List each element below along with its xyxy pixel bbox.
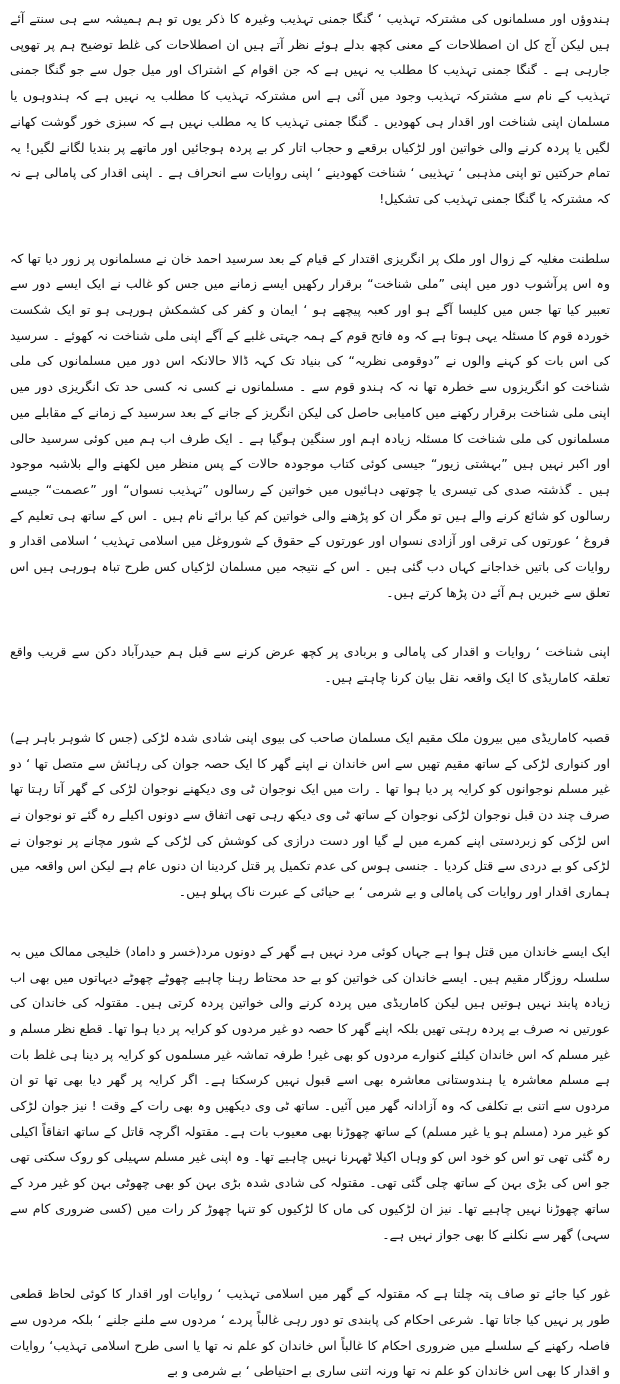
paragraph-5: ایک ایسے خاندان میں قتل ہوا ہے جہاں کوئی مرد نہیں ہے گھر کے دونوں مرد(خسر و داماد) خلیجی ممالک میں بہ سلسلہ روزگار مقیم ہیں۔ ایسے خاندان کی خواتین کو بے حد محتاط رہنا چاہیے چھوٹے چھوٹے دیہاتوں میں بھی اب زیادہ پابند نہیں ہوتیں ہیں لیکن کاماریڈی میں پردہ کرنے والی خواتین پردہ کرتی ہیں۔ مقتولہ کی خاندان کی عورتیں نہ صرف بے پردہ رہتی تھیں بلکہ اپنے گھر کا حصہ دو غیر مردوں کو کرایہ پر دیا ہوا تھا۔ قطع نظر مسلم و غیر مسلم کہ اس خاندان کیلئے کنوارے مردوں کو بھی غیر! طرفہ تماشہ غیر مسلموں کو کرایہ پر دینا ہی غلط بات ہے مسلم معاشرہ یا ہندوستانی معاشرہ بھی اسے قبول نہیں کرسکتا ہے۔ اگر کرایہ پر گھر دیا بھی تھا تو ان مردوں سے اتنی بے تکلفی کہ وہ آزادانہ گھر میں آئیں۔ ساتھ ٹی وی دیکھیں وہ بھی رات کے وقت ! نیز جوان لڑکی کو غیر مرد (مسلم ہو یا غیر مسلم) کے ساتھ چھوڑنا بھی معیوب بات ہے۔ مقتولہ اگرچہ قاتل کے ساتھ اتفاقاً اکیلی رہ گئی تھی تو اس کو خود اس کو وہاں اکیلا ٹھہرنا نہیں چاہیے تھا۔ وہ اپنی غیر مسلم سہیلی کو روک سکتی تھی جو اس کی بڑی بہن کے ساتھ چلی گئی تھی۔ مقتولہ کی شادی شدہ بڑی بہن کو بھی چھوٹی بہن کو غیر مرد کے ساتھ چھوڑنا نہیں چاہیے تھا۔ نیز ان لڑکیوں کی ماں کا لڑکیوں کو تنہا چھوڑ کر رات میں (کسی ضروری کام سے سہی) گھر سے نکلنے کا بھی جواز نہیں ہے۔	[10, 943, 610, 1242]
paragraph-2: سلطنت مغلیہ کے زوال اور ملک پر انگریزی اقتدار کے قیام کے بعد سرسید احمد خان نے مسلمانوں پر زور دیا تھا کہ وہ اس پرآشوب دور میں اپنی ”ملی شناخت“ برقرار رکھیں ایسے زمانے میں جس کو غالب نے ایک ایسے دور سے تعبیر کیا تھا جس میں کلیسا آگے ہو اور کعبہ پیچھے ہو ‘ ایمان و کفر کی کشمکش ہورہی ہو تو ایک شکست خوردہ قوم کا مسئلہ یہی ہوتا ہے کہ وہ فاتح قوم کے ہمہ جہتی غلبے کے آگے اپنی ملی شناخت نہ کھوئے ۔ سرسید کی اس بات کو کہنے والوں نے ”دوقومی نظریہ“ کی بنیاد تک کہہ ڈالا حالانکہ اس دور میں مسلمانوں کی ملی شناخت کو انگریزوں سے خطرہ تھا نہ کہ ہندو قوم سے ۔ مسلمانوں نے کسی نہ کسی حد تک انگریزی دور میں اپنی ملی شناخت برقرار رکھنے میں کامیابی حاصل کی لیکن انگریز کے جانے کے بعد سرسید کے زمانے کے مقابلے میں مسلمانوں کی ملی شناخت کا مسئلہ زیادہ اہم اور سنگین ہوگیا ہے ۔ ایک طرف اب ہم میں کوئی سرسید حالی اور اکبر نہیں ہیں ”بہشتی زیور“ جیسی کوئی کتاب موجودہ حالات کے پس منظر میں لکھنے والے بلاشبہ موجود ہیں ۔ گذشتہ صدی کی تیسری یا چوتھی دہائیوں میں خواتین کے رسالوں ”تہذیب نسواں“ اور ”عصمت“ جیسے رسالوں کو شائع کرنے والے ہیں تو مگر ان کو پڑھنے والی خواتین کم کیا برائے نام ہیں ۔ اس کے ساتھ ہی تعلیم کے فروغ ‘ عورتوں کی ترقی اور آزادی نسواں اور عورتوں کے حقوق کے شوروغل میں اسلامی تہذیب ‘ اسلامی اقدار و روایات کی باتیں خداجانے کہاں دب گئی ہیں ۔ اس کے نتیجہ میں مسلمان لڑکیاں کس طرح تباہ ہورہی ہیں اس تعلق سے خبریں ہم آئے دن پڑھا کرتے ہیں۔	[10, 250, 610, 600]
paragraph-1: ہندوؤں اور مسلمانوں کی مشترکہ تہذیب ‘ گنگا جمنی تہذیب وغیرہ کا ذکر یوں تو ہم ہمیشہ سے ہی سنتے آئے ہیں لیکن آج کل ان اصطلاحات کے معنی کچھ بدلے ہوئے نظر آتے ہیں ان اصطلاحات کی غلط توضیح ہم پر تھوپی جارہی ہے ۔ گنگا جمنی تہذیب کا مطلب یہ نہیں ہے کہ جن اقوام کے اشتراک اور میل جول سے جو گنگا جمنی تہذیب کے نام سے مشترکہ تہذیب وجود میں آئی ہے اس مشترکہ تہذیب کا مطلب یہ نہیں ہے کہ ہندوہوں یا مسلمان اپنی شناخت اور اقدار ہی کھودیں ۔ گنگا جمنی تہذیب کا یہ مطلب نہیں ہے کہ سبزی خور گوشت کھانے لگیں یا پردہ کرنے والی خواتین اور لڑکیاں برقعے و حجاب اتار کر بے پردہ ہوجائیں اور ماتھے پر بندیا لگانے لگیں! یہ تمام حرکتیں تو اپنی مذہبی ‘ تہذیبی ‘ شناخت کھودینے ‘ اپنی روایات سے انحراف ہے ۔ اپنی اقدار کی پامالی ہے نہ کہ مشترکہ یا گنگا جمنی تہذیب کی تشکیل!	[10, 11, 610, 206]
paragraph-4: قصبہ کاماریڈی میں بیرون ملک مقیم ایک مسلمان صاحب کی بیوی اپنی شادی شدہ لڑکی (جس کا شوہر باہر ہے) اور کنواری لڑکی کے ساتھ مقیم تھیں سے اس خاندان نے اپنے گھر کا ایک حصہ جوان کی رہائش سے متصل تھا ‘ دو غیر مسلم نوجوانوں کو کرایہ پر دیا ہوا تھا ۔ رات میں ایک نوجوان ٹی وی دیکھنے نوجوان لڑکی کے گھر آتا رہتا تھا صرف چند دن قبل نوجوان لڑکی نوجوان کے ساتھ ٹی وی دیکھ رہی تھی اتفاق سے دونوں اکیلے رہ گئے تو نوجوان نے اس لڑکی کو زبردستی اپنے کمرے میں لے گیا اور دست درازی کی کوشش کی لڑکی کے شور مچانے پر نوجوان نے لڑکی کو بے دردی سے قتل کردیا ۔ جنسی ہوس کی عدم تکمیل پر قتل کردینا ان دنوں عام ہے لیکن اس واقعہ میں ہماری اقدار اور روایات کی پامالی و بے شرمی ‘ بے حیائی کے عبرت ناک پہلو ہیں۔	[10, 729, 610, 900]
paragraph-6: غور کیا جائے تو صاف پتہ چلتا ہے کہ مقتولہ کے گھر میں اسلامی تہذیب ‘ روایات اور اقدار کا کوئی لحاظ قطعی طور پر نہیں کیا جاتا تھا۔ شرعی احکام کی پابندی تو دور رہی غالباً پردے ‘ مردوں سے ملنے جلنے ‘ بلکہ مردوں سے فاصلہ رکھنے کے سلسلے میں ضروری احکام کا غالباً اس خاندان کو علم نہ تھا یا اسی طرح اسلامی تہذیب‘ روایات و اقدار کا بھی اس خاندان کو علم نہ تھا ورنہ اتنی ساری بے احتیاطی ‘ بے شرمی و بے	[10, 1286, 610, 1379]
paragraph-3: اپنی شناخت ‘ روایات و اقدار کی پامالی و بربادی پر کچھ عرض کرنے سے قبل ہم حیدرآباد دکن سے قریب واقع تعلقہ کاماریڈی کا ایک واقعہ نقل بیان کرنا چاہتے ہیں۔	[10, 644, 610, 686]
